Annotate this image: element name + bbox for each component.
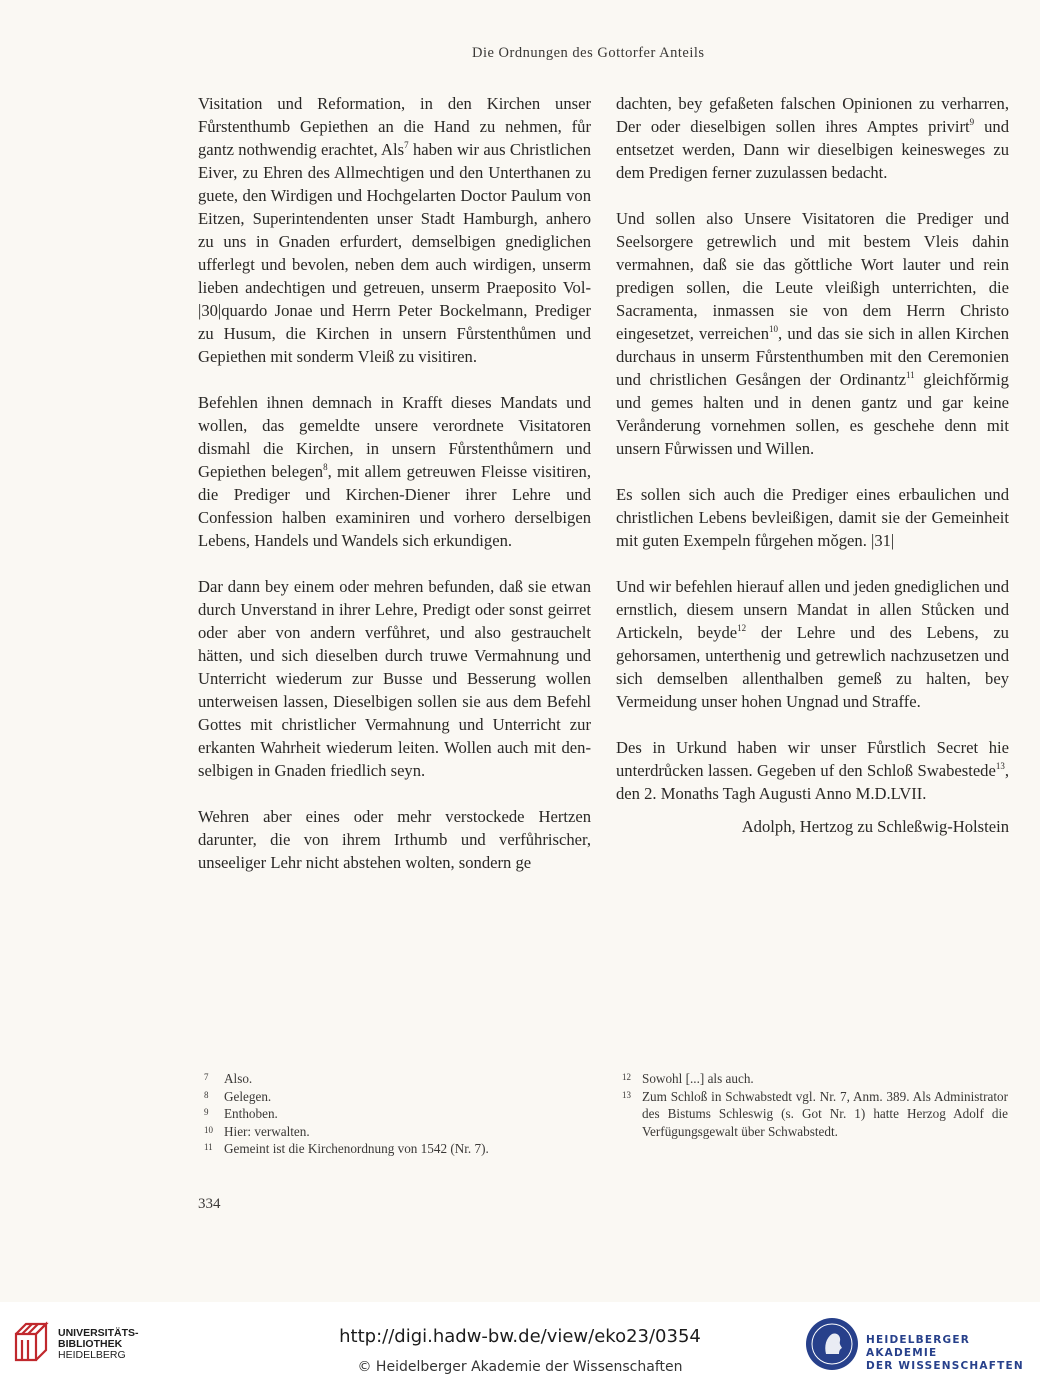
right-column xyxy=(616,92,1009,838)
footnote-number: 10 xyxy=(204,1124,213,1135)
footnote-number: 9 xyxy=(204,1107,209,1117)
text-run: der Lehre und des Lebens, zu gehorsamen, unterthenig und getrewlich nachzusetzen und sich demselben allenthalben gemeß zu halten, bey Vermeidung unser hohen Ungnad und Straffe. xyxy=(616,623,1009,711)
footnote-text: Enthoben. xyxy=(224,1106,278,1121)
footnote-ref[interactable]: 8 xyxy=(323,462,328,472)
text-run: und entsetzet werden, Dann wir dieselbigen keinesweges zu dem Predigen ferner zuzulassen bedacht. xyxy=(616,117,1009,182)
academy-name-line: HEIDELBERGER AKADEMIE xyxy=(866,1334,970,1359)
text-run: Befehlen ihnen demnach in Krafft dieses Mandats und wollen, das gemeldte unsere verordnete Visitatoren dismahl die Kirchen, in unsern Fůrstenthůmern und Gepiethen belegen xyxy=(198,393,591,481)
footnote-text: Also. xyxy=(224,1071,253,1086)
paragraph xyxy=(198,391,591,552)
footnote-ref[interactable]: 9 xyxy=(969,117,975,127)
signature: Adolph, Hertzog zu Schleßwig-Holstein xyxy=(741,817,1009,836)
footnote-number: 13 xyxy=(622,1089,631,1100)
viewer-footer xyxy=(0,1302,1040,1384)
page-number: 334 xyxy=(198,1196,221,1212)
paragraph: Dar dann bey einem oder mehren befunden, daß sie etwan durch Unverstand in ihrer Lehre, Predigt oder sonst geirret oder aber von andern verfůhret, und also gestrauchelt hätten, und sich dieselben durch truwe Vermahnung und Unterricht wiederum zur Busse und Besserung wollen unterweisen lassen, Dieselbigen sollen sie aus dem Befehl Gottes mit christlicher Vermahnung und Unterricht zur erkanten Wahrheit wiederum leiten. Wollen auch mit denselbigen in Gnaden friedlich seyn. xyxy=(198,577,591,780)
text-run: Visitation und Reformation, in den Kirchen unser Fůrstenthumb Gepiethen an die Hand zu nehmen, fůr gantz nothwendig erachtet, Als xyxy=(198,94,591,159)
paragraph: Wehren aber eines oder mehr verstockede Hertzen darunter, die von ihrem Irthumb und verfůhrischer, unseeliger Lehr nicht abstehen wolten, sondern ge xyxy=(198,807,591,872)
copyright-notice: © Heidelberger Akademie der Wissenschaften xyxy=(357,1359,683,1375)
text-run: , den 2. Monaths Tagh Augusti Anno M.D.LVII. xyxy=(616,761,1009,803)
paragraph xyxy=(616,736,1009,805)
footnote-ref[interactable]: 10 xyxy=(769,324,779,334)
text-run: , mit allem getreuwen Fleisse visitiren, die Prediger und Kirchen-Diener ihrer Lehre und Confession halben examiniren und vorhero derselbigen Lebens, Handels und Wandels sich erkundigen. xyxy=(198,462,591,550)
footnote-number: 11 xyxy=(204,1142,213,1152)
footnote xyxy=(204,1140,584,1158)
paragraph: Es sollen sich auch die Prediger eines erbaulichen und christlichen Lebens bevleißigen, damit sie der Gemeinheit mit guten Exempeln fůrgehen mǒgen. |31| xyxy=(616,485,1009,550)
academy-name-line: DER WISSENSCHAFTEN xyxy=(866,1360,1024,1372)
footnote-ref[interactable]: 7 xyxy=(404,140,409,150)
footnote xyxy=(622,1070,1008,1088)
footnote-text: Sowohl [...] als auch. xyxy=(642,1071,754,1086)
text-run: Des in Urkund haben wir unser Fůrstlich Secret hie unterdrůcken lassen. Gegeben uf den Schloß Swabestede xyxy=(616,738,1009,780)
footnote-ref[interactable]: 13 xyxy=(995,761,1005,771)
footnote xyxy=(204,1123,584,1141)
footnote xyxy=(204,1088,584,1106)
academy-seal-icon[interactable] xyxy=(804,1316,860,1372)
paragraph xyxy=(616,92,1009,184)
footnote-text: Gemeint ist die Kirchenordnung von 1542 (Nr. 7). xyxy=(224,1141,489,1156)
permalink[interactable]: http://digi.hadw-bw.de/view/eko23/0354 xyxy=(339,1326,701,1347)
footnote-text: Hier: verwalten. xyxy=(224,1123,310,1139)
paragraph xyxy=(616,575,1009,713)
library-name-line: BIBLIOTHEK xyxy=(58,1338,123,1350)
text-run: Und sollen also Unsere Visitatoren die Prediger und Seelsorgere getrewlich und mit bestem Vleis dahin vermahnen, daß sie das gǒttliche Wort lauter und rein predigen sollen, die Leute vleißigh unterrichten, die Sacramenta, inmassen sie von dem Herrn Christo eingesetzet, verreichen xyxy=(616,209,1009,343)
text-run: haben wir aus Christlichen Eiver, zu Ehren des Allmechtigen und den Unterthanen zu guete, den Wirdigen und Hochgelarten Doctor Paulum von Eitzen, Superintendenten unser Stadt Hamburgh, anhero zu uns in Gnaden erfurdert, demselbigen gnediglichen ufferlegt und bevolen, neben dem auch wirdigen, unserm lieben andechtigen und getreuen, unserm Praeposito Vol-|30|quardo Jonae und Herrn Peter Bockelmann, Prediger zu Husum, die Kirchen in unsern Fůrstenthůmen und Gepiethen mit sonderm Vleiß zu visitiren. xyxy=(198,140,591,366)
text-run: , und das sie sich in allen Kirchen durchaus in unserm Fůrstenthumben mit den Ceremonien und christlichen Gesången der Ordinantz xyxy=(616,324,1009,389)
academy-name xyxy=(866,1334,1040,1373)
footnote-ref[interactable]: 11 xyxy=(905,370,915,380)
left-column xyxy=(198,92,591,897)
library-name-line: HEIDELBERG xyxy=(58,1349,126,1361)
text-run: gleichfǒrmig und gemes halten und in denen gantz und gar keine Verånderung vornehmen sollen, es geschehe denn mit unsern Fůrwissen und Willen. xyxy=(616,370,1009,458)
footnote xyxy=(622,1088,1008,1141)
footnote-ref[interactable]: 12 xyxy=(737,623,747,633)
running-title: Die Ordnungen des Gottorfer Anteils xyxy=(472,45,705,61)
footnote-number: 8 xyxy=(204,1089,209,1100)
footnotes-right xyxy=(622,1070,1008,1140)
footnote-text: Zum Schloß in Schwabstedt vgl. Nr. 7, Anm. 389. Als Administrator des Bistums Schleswig (s. Got Nr. 1) hatte Herzog Adolf die Verfügungsgewalt über Schwabstedt. xyxy=(642,1088,1008,1139)
footnotes-left xyxy=(204,1070,584,1158)
footnote xyxy=(204,1070,584,1088)
paragraph xyxy=(616,207,1009,460)
footnote xyxy=(204,1105,584,1123)
library-name-line: UNIVERSITÄTS- xyxy=(58,1327,139,1339)
footnote-number: 12 xyxy=(622,1072,631,1082)
footnote-number: 7 xyxy=(204,1072,209,1082)
text-run: Und wir befehlen hierauf allen und jeden gnediglichen und ernstlich, diesem unsern Mandat in allen Stůcken und Artickeln, beyde xyxy=(616,577,1009,642)
paragraph xyxy=(198,92,591,368)
text-run: dachten, bey gefaßeten falschen Opinionen zu verharren, Der oder dieselbigen sollen ihres Amptes privirt xyxy=(616,94,1009,136)
footnote-text: Gelegen. xyxy=(224,1088,272,1104)
